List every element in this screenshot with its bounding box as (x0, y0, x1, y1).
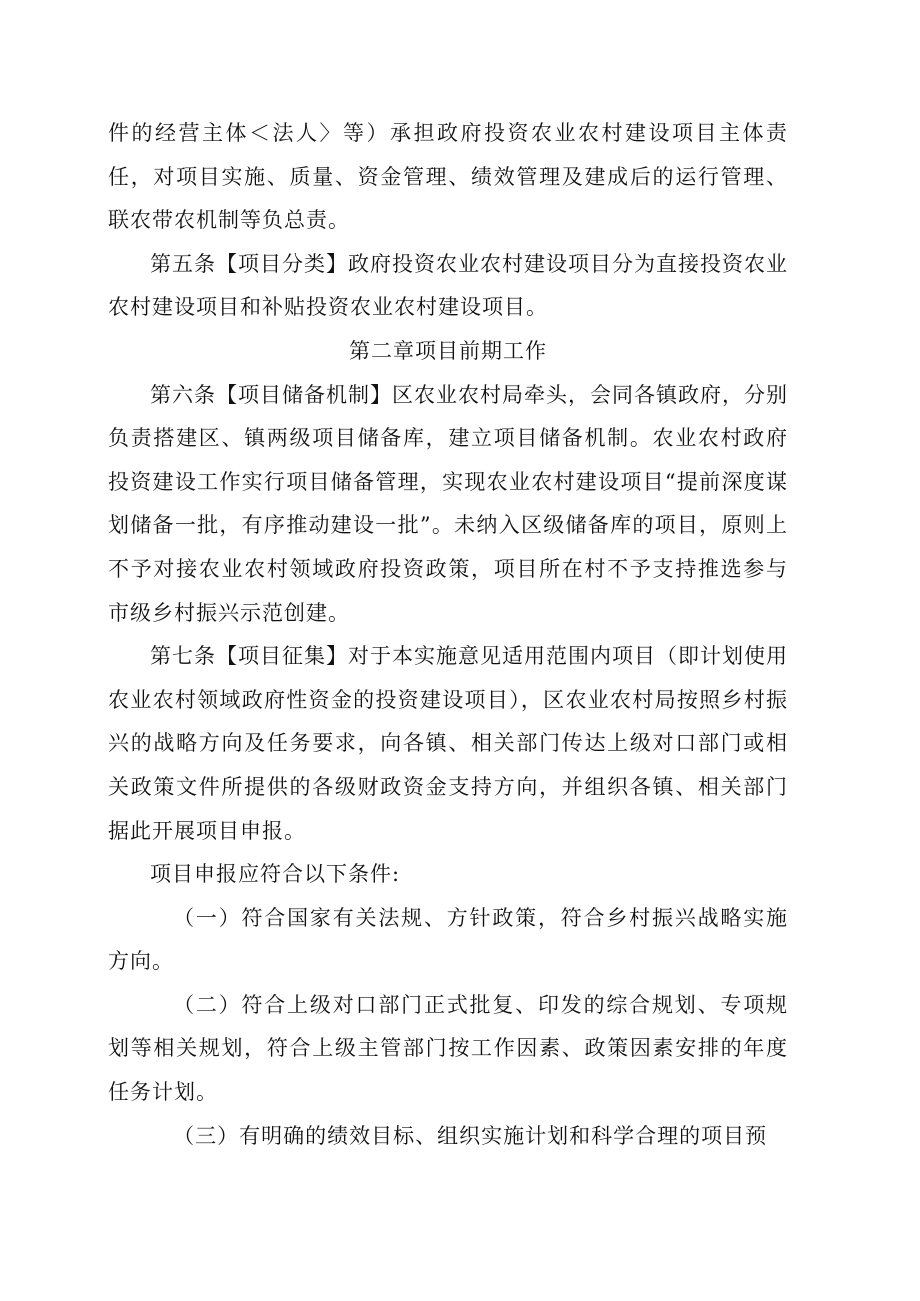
article-7-paragraph: 第七条【项目征集】对于本实施意见适用范围内项目（即计划使用农业农村领域政府性资金的投资建设项目），区农业农村局按照乡村振兴的战略方向及任务要求，向各镇、相关部门传达上级对口部门或相关政策文件所提供的各级财政资金支持方向，并组织各镇、相关部门据此开展项目申报。 (108, 644, 788, 843)
article-5-paragraph: 第五条【项目分类】政府投资农业农村建设项目分为直接投资农业农村建设项目和补贴投资农业农村建设项目。 (108, 251, 788, 320)
condition-2: （二）符合上级对口部门正式批复、印发的综合规划、专项规划等相关规划，符合上级主管部门按工作因素、政策因素安排的年度任务计划。 (108, 992, 788, 1105)
condition-3: （三）有明确的绩效目标、组织实施计划和科学合理的项目预 (173, 1123, 768, 1148)
document-body (108, 112, 788, 1158)
condition-1: （一）符合国家有关法规、方针政策，符合乡村振兴战略实施方向。 (108, 905, 788, 974)
article-6-paragraph: 第六条【项目储备机制】区农业农村局牵头，会同各镇政府，分别负责搭建区、镇两级项目储备库，建立项目储备机制。农业农村政府投资建设工作实行项目储备管理，实现农业农村建设项目“提前深度谋划储备一批，有序推动建设一批”。未纳入区级储备库的项目，原则上不予对接农业农村领域政府投资政策，项目所在村不予支持推选参与市级乡村振兴示范创建。 (108, 382, 788, 625)
conditions-intro: 项目申报应符合以下条件: (150, 862, 401, 887)
chapter-2-heading: 第二章项目前期工作 (349, 338, 547, 363)
paragraph-continuation: 件的经营主体＜法人〉等）承担政府投资农业农村建设项目主体责任，对项目实施、质量、资金管理、绩效管理及建成后的运行管理、联农带农机制等负总责。 (108, 121, 788, 233)
